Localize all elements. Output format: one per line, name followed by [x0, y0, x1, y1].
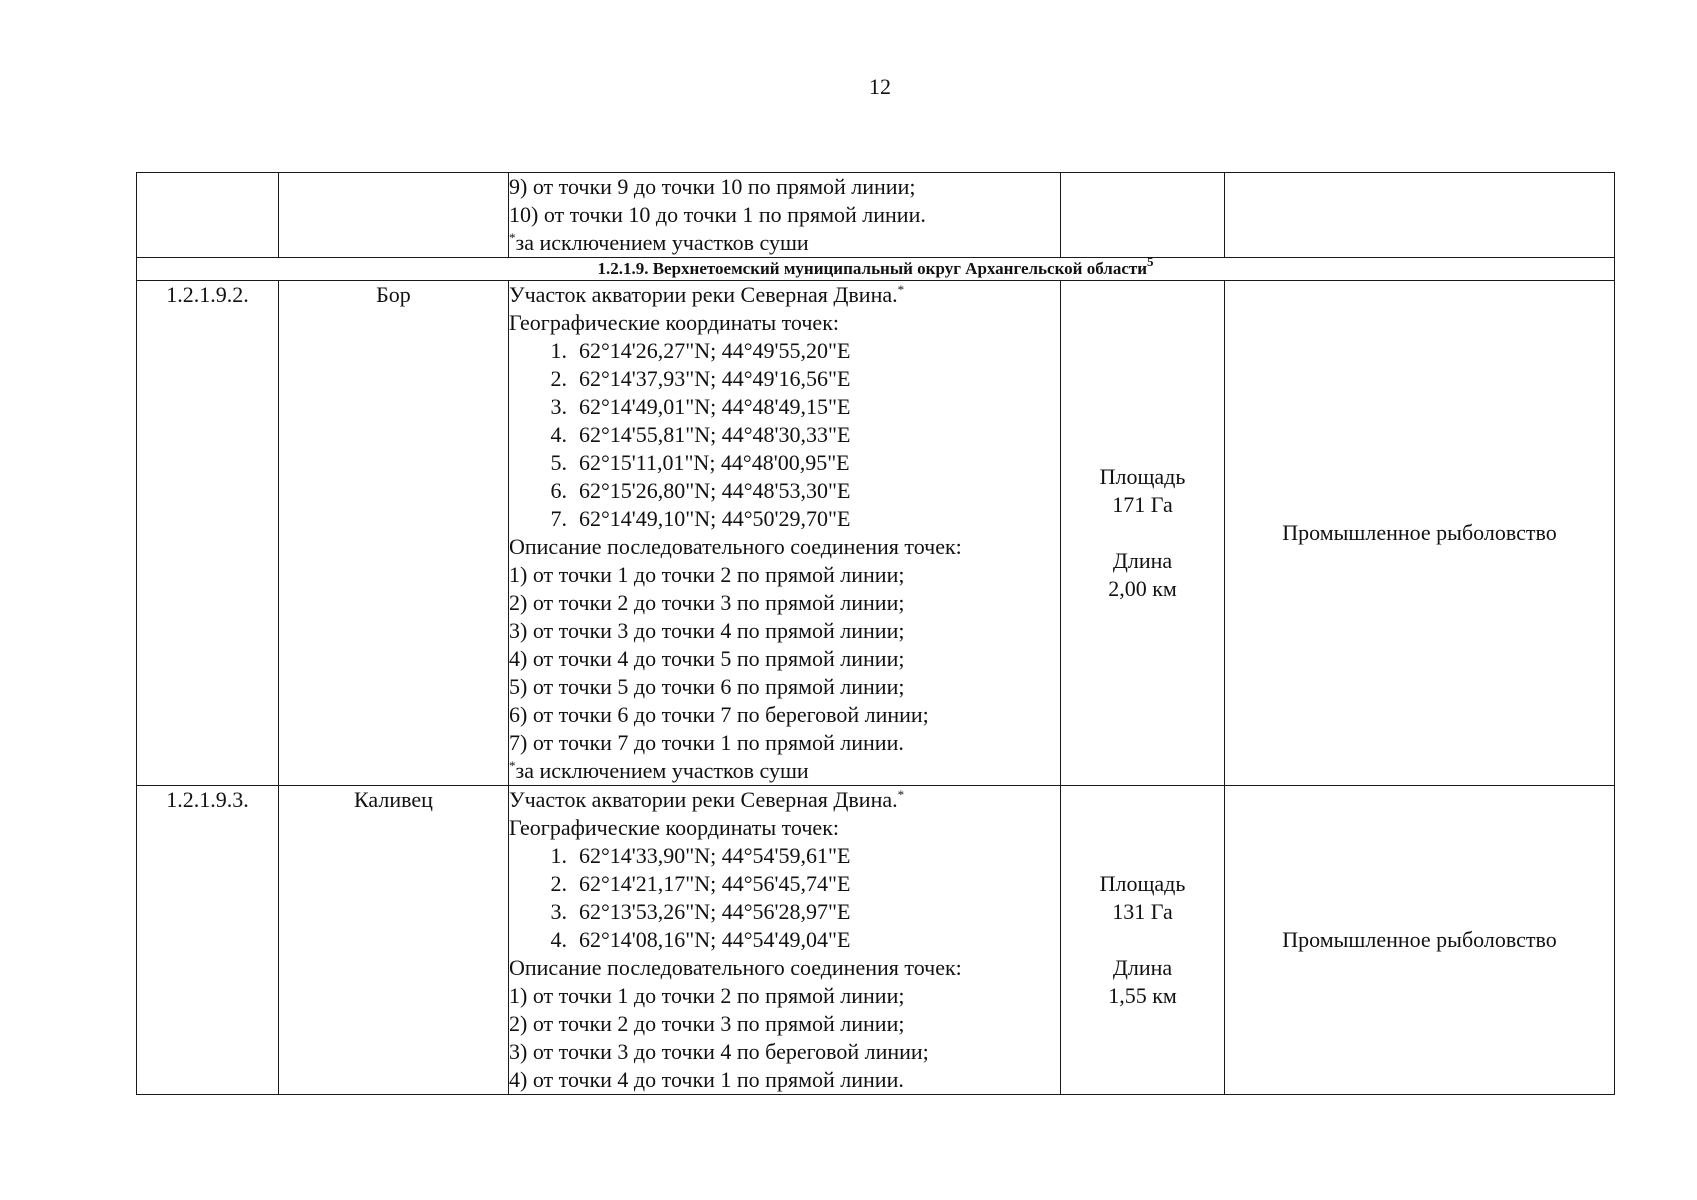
site-name: Бор: [279, 281, 509, 786]
coordinate-value: 62°14'33,90"N; 44°54'59,61"E: [579, 843, 851, 868]
coordinate-index: 1.: [550, 338, 567, 363]
site-intro-text: Участок акватории реки Северная Двина.: [509, 282, 898, 307]
coordinate-value: 62°14'21,17"N; 44°56'45,74"E: [579, 871, 851, 896]
coordinate-value: 62°15'11,01"N; 44°48'00,95"E: [579, 450, 850, 475]
connection-line: 5) от точки 5 до точки 6 по прямой линии;: [509, 674, 905, 699]
connection-label: Описание последовательного соединения точек:: [509, 534, 962, 559]
coordinate-value: 62°14'37,93"N; 44°49'16,56"E: [579, 366, 851, 391]
coordinate-index: 3.: [550, 899, 567, 924]
coordinate-value: 62°14'08,16"N; 44°54'49,04"E: [579, 927, 851, 952]
footnote-mark: *: [897, 787, 905, 802]
connection-line: 3) от точки 3 до точки 4 по прямой линии;: [509, 618, 905, 643]
site-purpose: Промышленное рыболовство: [1225, 786, 1615, 1095]
site-description: [509, 281, 1061, 786]
table-row-bor: [137, 281, 1615, 786]
length-label: Длина: [1112, 548, 1173, 573]
site-intro-text: Участок акватории реки Северная Двина.: [509, 787, 898, 812]
coordinate-item: [509, 449, 1060, 477]
site-intro: [509, 786, 1060, 814]
coordinate-item: [509, 842, 1060, 870]
cell-name-empty: [279, 173, 509, 258]
cell-description-continued: [509, 173, 1061, 258]
coordinate-item: [509, 870, 1060, 898]
coordinate-item: [509, 477, 1060, 505]
connection-line: 2) от точки 2 до точки 3 по прямой линии;: [509, 1011, 905, 1036]
coordinate-value: 62°13'53,26"N; 44°56'28,97"E: [579, 899, 851, 924]
site-description: [509, 786, 1061, 1095]
coordinate-index: 4.: [550, 422, 567, 447]
connection-line: 3) от точки 3 до точки 4 по береговой линии;: [509, 1039, 929, 1064]
connection-line: 9) от точки 9 до точки 10 по прямой линии;: [509, 174, 916, 199]
section-title: [137, 254, 1615, 281]
footnote-mark: *: [897, 282, 905, 297]
section-footnote-ref: 5: [1147, 254, 1154, 269]
cell-params-empty: [1061, 173, 1225, 258]
coordinate-value: 62°14'55,81"N; 44°48'30,33"E: [579, 422, 851, 447]
coordinate-value: 62°14'26,27"N; 44°49'55,20"E: [579, 338, 851, 363]
coordinate-value: 62°14'49,01"N; 44°48'49,15"E: [579, 394, 851, 419]
coordinate-index: 5.: [550, 450, 567, 475]
footnote-note: [509, 757, 1060, 785]
footnote-note: [509, 229, 1060, 257]
site-name: Каливец: [279, 786, 509, 1095]
coordinate-index: 6.: [550, 478, 567, 503]
coordinate-item: [509, 926, 1060, 954]
coordinate-index: 4.: [550, 927, 567, 952]
connection-line: 2) от точки 2 до точки 3 по прямой линии;: [509, 590, 905, 615]
connection-line: 7) от точки 7 до точки 1 по прямой линии.: [509, 730, 904, 755]
section-header-row: [137, 258, 1615, 281]
coords-label: Географические координаты точек:: [509, 310, 839, 335]
coordinate-index: 3.: [550, 394, 567, 419]
site-intro: [509, 281, 1060, 309]
table-row-kalivets: [137, 786, 1615, 1095]
cell-num-empty: [137, 173, 279, 258]
connection-line: 1) от точки 1 до точки 2 по прямой линии;: [509, 562, 905, 587]
register-table: [136, 172, 1615, 1095]
coordinate-item: [509, 898, 1060, 926]
connection-line: 10) от точки 10 до точки 1 по прямой линии.: [509, 202, 926, 227]
area-value: 131 Га: [1112, 899, 1173, 924]
connection-line: 1) от точки 1 до точки 2 по прямой линии;: [509, 983, 905, 1008]
coordinate-item: [509, 337, 1060, 365]
coordinate-item: [509, 421, 1060, 449]
coordinate-index: 2.: [550, 871, 567, 896]
cell-purpose-empty: [1225, 173, 1615, 258]
row-number: 1.2.1.9.3.: [137, 786, 279, 1095]
section-title-text: 1.2.1.9. Верхнетоемский муниципальный округ Архангельской области: [597, 259, 1148, 278]
coordinate-item: [509, 393, 1060, 421]
area-value: 171 Га: [1112, 492, 1173, 517]
site-purpose: Промышленное рыболовство: [1225, 281, 1615, 786]
length-value: 1,55 км: [1108, 983, 1177, 1008]
connection-line: 4) от точки 4 до точки 5 по прямой линии;: [509, 646, 905, 671]
site-parameters: [1061, 281, 1225, 786]
page-number: 12: [869, 74, 891, 99]
area-label: Площадь: [1099, 464, 1186, 489]
connection-label: Описание последовательного соединения точек:: [509, 955, 962, 980]
coordinate-index: 7.: [550, 506, 567, 531]
coordinate-item: [509, 365, 1060, 393]
footnote-text: за исключением участков суши: [515, 758, 809, 783]
footnote-mark: *: [509, 758, 516, 773]
coords-label: Географические координаты точек:: [509, 815, 839, 840]
table-row-continuation: [137, 173, 1615, 258]
footnote-text: за исключением участков суши: [515, 230, 809, 255]
length-value: 2,00 км: [1108, 576, 1177, 601]
row-number: 1.2.1.9.2.: [137, 281, 279, 786]
coordinate-value: 62°14'49,10"N; 44°50'29,70"E: [579, 506, 851, 531]
site-parameters: [1061, 786, 1225, 1095]
coordinate-item: [509, 505, 1060, 533]
footnote-mark: *: [509, 230, 516, 245]
connection-line: 4) от точки 4 до точки 1 по прямой линии.: [509, 1067, 904, 1092]
length-label: Длина: [1112, 955, 1173, 980]
area-label: Площадь: [1099, 871, 1186, 896]
coordinate-index: 1.: [550, 843, 567, 868]
coordinate-index: 2.: [550, 366, 567, 391]
coordinate-value: 62°15'26,80"N; 44°48'53,30"E: [579, 478, 851, 503]
connection-line: 6) от точки 6 до точки 7 по береговой линии;: [509, 702, 929, 727]
